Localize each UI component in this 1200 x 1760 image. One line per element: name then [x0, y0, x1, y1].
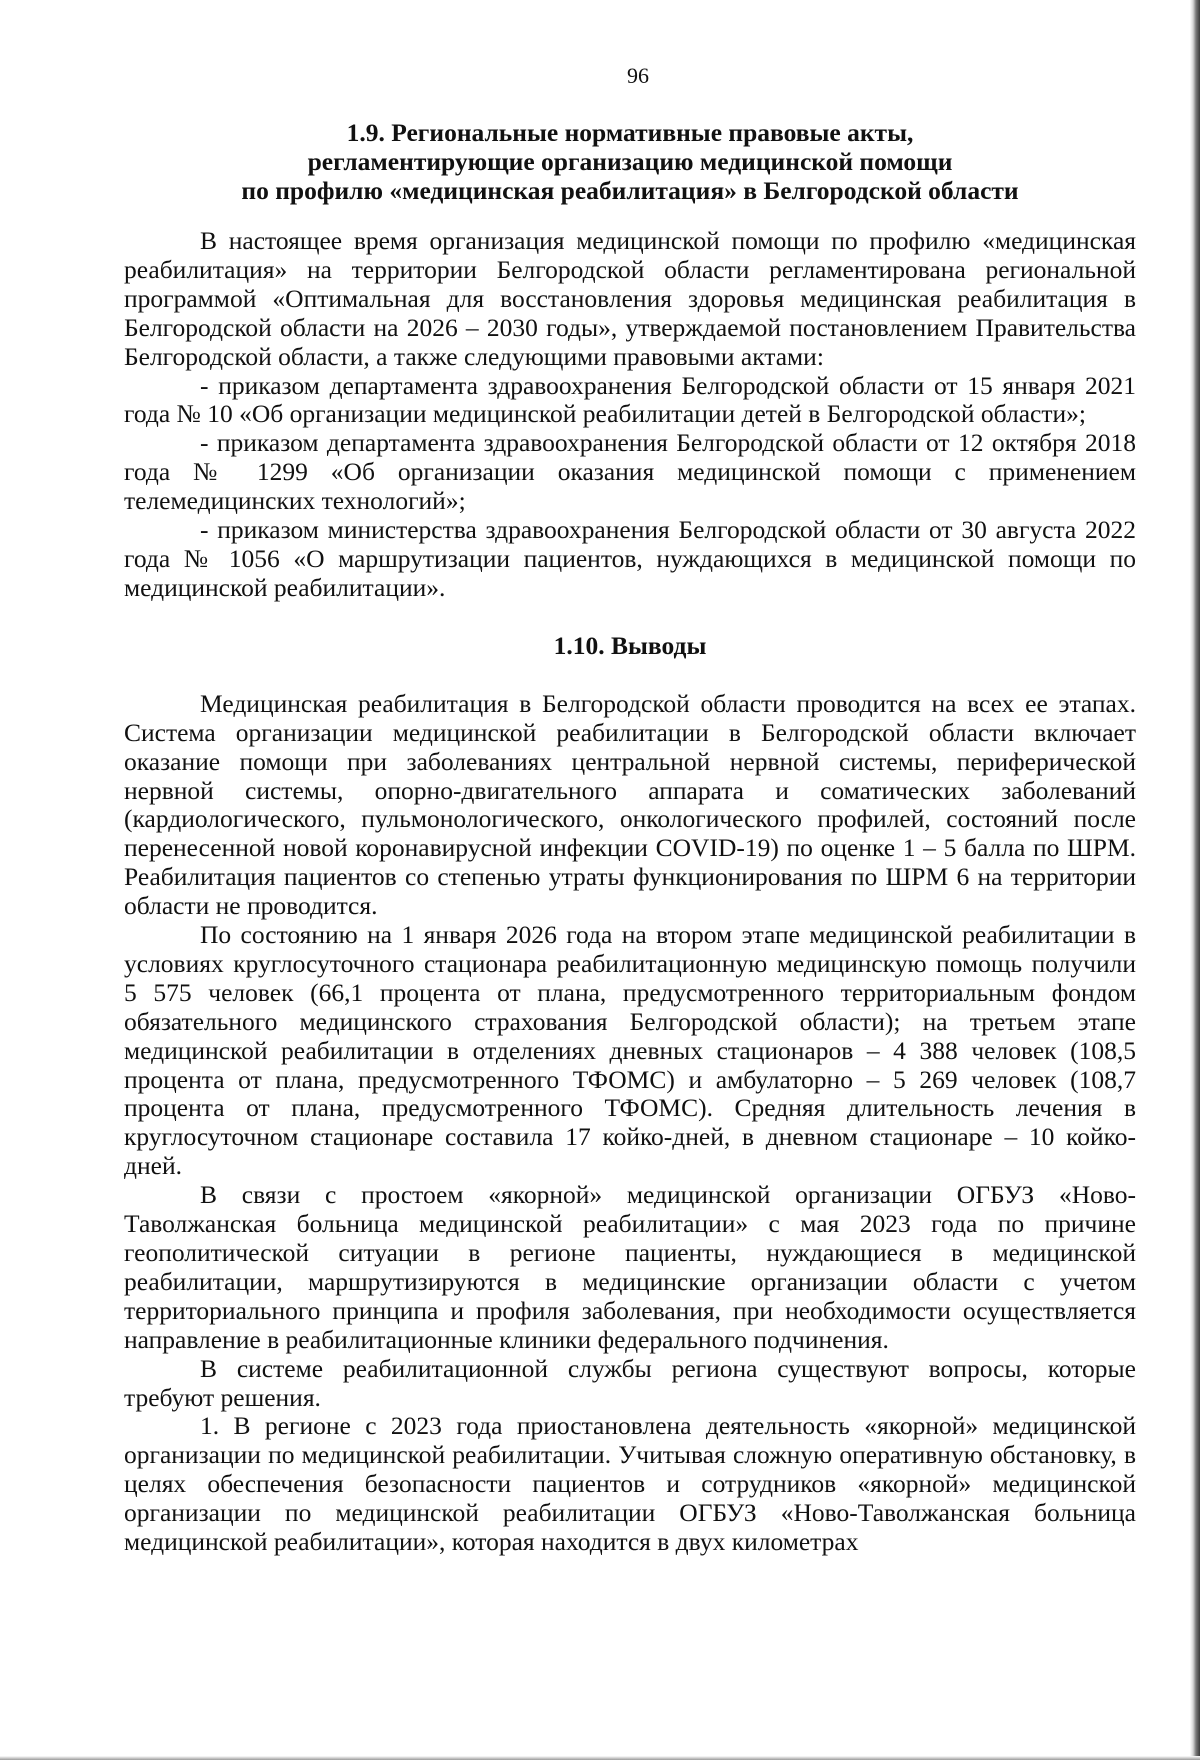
heading-line: регламентирующие организацию медицинской помощи — [307, 147, 953, 176]
section-body-1-10 — [124, 690, 1136, 1557]
section-heading-1-9 — [124, 118, 1136, 205]
list-item-order: - приказом департамента здравоохранения Белгородской области от 15 января 2021 года № 10 «Об организации медицинской реабилитации детей в Белгородской области»; — [124, 370, 1136, 429]
paragraph: В связи с простоем «якорной» медицинской организации ОГБУЗ «Ново-Таволжанская больница медицинской реабилитации» с мая 2023 года по причине геополитической ситуации в регионе пациенты, нуждающиеся в медицинской реабилитации, маршрутизируются в медицинские организации области с учетом территориального принципа и профиля заболевания, при необходимости осуществляется направление в реабилитационные клиники федерального подчинения. — [124, 1180, 1136, 1354]
section-heading-1-10: 1.10. Выводы — [553, 630, 707, 660]
scan-edge-right — [1190, 0, 1200, 1760]
heading-line: 1.9. Региональные нормативные правовые акты, — [346, 118, 914, 147]
paragraph: 1. В регионе с 2023 года приостановлена деятельность «якорной» медицинской организации по медицинской реабилитации. Учитывая сложную оперативную обстановку, в целях обеспечения безопасности пациентов и сотрудников «якорной» медицинской организации по медицинской реабилитации ОГБУЗ «Ново-Таволжанская больница медицинской реабилитации», которая находится в двух километрах — [124, 1411, 1136, 1557]
page-number: 96 — [627, 63, 649, 88]
list-item-order: - приказом департамента здравоохранения Белгородской области от 12 октября 2018 года № 1299 «Об организации оказания медицинской помощи с применением телемедицинских технологий»; — [124, 428, 1136, 516]
document-page — [124, 52, 1136, 1557]
paragraph: В системе реабилитационной службы региона существуют вопросы, которые требуют решения. — [124, 1353, 1136, 1412]
section-body-1-9 — [124, 227, 1136, 603]
heading-line: по профилю «медицинская реабилитация» в Белгородской области — [241, 176, 1019, 205]
paragraph: В настоящее время организация медицинской помощи по профилю «медицинская реабилитация» на территории Белгородской области регламентирована региональной программой «Оптимальная для восстановления здоровья медицинская реабилитация в Белгородской области на 2026 – 2030 годы», утверждаемой постановлением Правительства Белгородской области, а также следующими правовыми актами: — [124, 226, 1136, 371]
paragraph: По состоянию на 1 января 2026 года на втором этапе медицинской реабилитации в условиях круглосуточного стационара реабилитационную медицинскую помощь получили 5 575 человек (66,1 процента от плана, предусмотренного территориальным фондом обязательного медицинского страхования Белгородской области); на третьем этапе медицинской реабилитации в отделениях дневных стационаров – 4 388 человек (108,5 процента от плана, предусмотренного ТФОМС) и амбулаторно – 5 269 человек (108,7 процента от плана, предусмотренного ТФОМС). Средняя длительность лечения в круглосуточном стационаре составила 17 койко-дней, в дневном стационаре – 10 койко-дней. — [124, 920, 1136, 1181]
paragraph: Медицинская реабилитация в Белгородской области проводится на всех ее этапах. Система организации медицинской реабилитации в Белгородской области включает оказание помощи при заболеваниях центральной нервной системы, периферической нервной системы, опорно-двигательного аппарата и соматических заболеваний (кардиологического, пульмонологического, онкологического профилей, состояний после перенесенной новой коронавирусной инфекции COVID-19) по оценке 1 – 5 балла по ШРМ. Реабилитация пациентов со степенью утраты функционирования по ШРМ 6 на территории области не проводится. — [124, 688, 1136, 921]
scan-edge-bottom — [0, 1756, 1200, 1760]
list-item-order: - приказом министерства здравоохранения Белгородской области от 30 августа 2022 года № 1056 «О маршрутизации пациентов, нуждающихся в медицинской помощи по медицинской реабилитации». — [124, 515, 1136, 602]
